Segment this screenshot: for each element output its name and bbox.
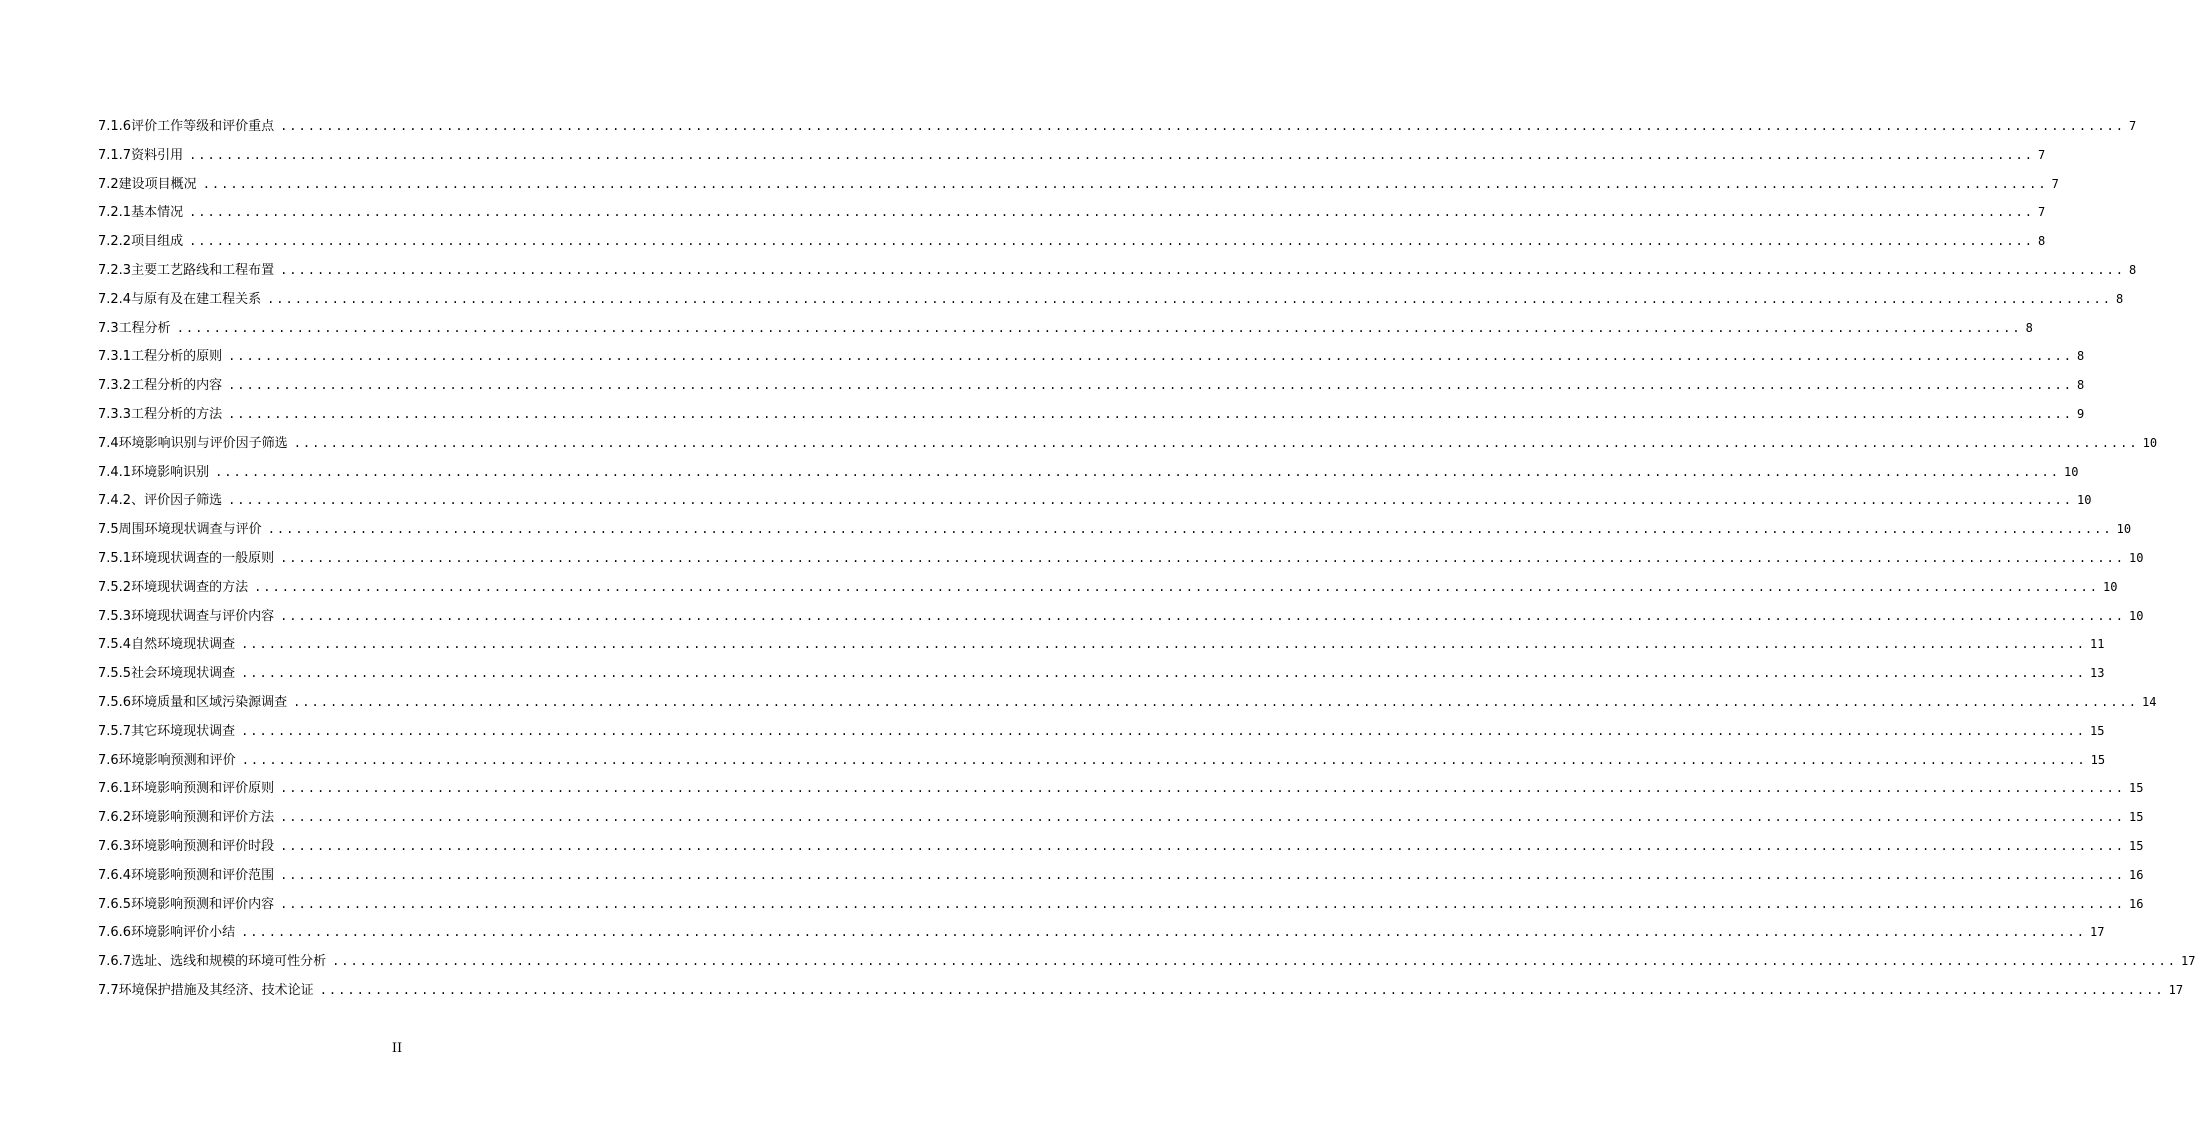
table-of-contents xyxy=(98,112,2195,1005)
toc-entry[interactable] xyxy=(98,429,2158,458)
toc-entry-title: 7.5周围环境现状调查与评价 xyxy=(98,522,262,538)
toc-entry-page: 8 xyxy=(2129,262,2137,277)
toc-entry[interactable] xyxy=(98,717,2105,746)
toc-entry-page: 7 xyxy=(2129,119,2137,133)
toc-dot-leader: ........................................................................................................................................................................................................ xyxy=(241,752,2087,767)
toc-entry[interactable] xyxy=(98,170,2059,199)
toc-entry[interactable] xyxy=(98,602,2144,631)
toc-dot-leader: ........................................................................................................................................................................................................ xyxy=(215,464,2060,479)
toc-dot-leader: ........................................................................................................................................................................................................ xyxy=(241,723,2086,738)
toc-dot-leader: ........................................................................................................................................................................................................ xyxy=(280,119,2125,133)
toc-dot-leader: ........................................................................................................................................................................................................ xyxy=(241,925,2086,940)
toc-entry-page: 15 xyxy=(2129,781,2144,796)
toc-entry-page: 10 xyxy=(2064,464,2079,479)
toc-entry[interactable] xyxy=(98,630,2105,659)
toc-dot-leader: ........................................................................................................................................................................................................ xyxy=(280,810,2125,825)
toc-entry-title: 7.5.2环境现状调查的方法 xyxy=(98,579,249,595)
toc-entry-page: 8 xyxy=(2038,234,2046,249)
toc-entry-page: 10 xyxy=(2129,550,2144,565)
toc-entry[interactable] xyxy=(98,285,2124,314)
toc-entry-title: 7.4.2、评价因子筛选 xyxy=(98,493,223,509)
toc-entry-title: 7.1.7资料引用 xyxy=(98,147,184,163)
page-number: II xyxy=(391,1041,403,1056)
toc-entry-title: 7.6.2环境影响预测和评价方法 xyxy=(98,810,275,826)
toc-entry-page: 10 xyxy=(2142,435,2158,450)
toc-dot-leader: ........................................................................................................................................................................................................ xyxy=(280,550,2125,565)
toc-dot-leader: ........................................................................................................................................................................................................ xyxy=(319,982,2165,997)
toc-entry-page: 7 xyxy=(2051,176,2059,191)
toc-dot-leader: ........................................................................................................................................................................................................ xyxy=(293,694,2138,709)
toc-entry[interactable] xyxy=(98,688,2157,717)
toc-entry[interactable] xyxy=(98,458,2079,487)
toc-entry-title: 7.2.1基本情况 xyxy=(98,205,184,221)
toc-entry-title: 7.4.1环境影响识别 xyxy=(98,464,210,480)
toc-entry-page: 9 xyxy=(2077,406,2085,421)
toc-entry-page: 13 xyxy=(2090,666,2105,681)
toc-entry-page: 16 xyxy=(2129,867,2144,882)
toc-entry-title: 7.3.1工程分析的原则 xyxy=(98,349,223,365)
toc-dot-leader: ........................................................................................................................................................................................................ xyxy=(280,262,2125,277)
toc-entry-title: 7.4环境影响识别与评价因子筛选 xyxy=(98,435,288,451)
toc-dot-leader: ........................................................................................................................................................................................................ xyxy=(176,320,2022,335)
toc-entry-title: 7.5.7其它环境现状调查 xyxy=(98,723,236,739)
toc-dot-leader: ........................................................................................................................................................................................................ xyxy=(267,291,2112,306)
toc-entry-title: 7.2.3主要工艺路线和工程布置 xyxy=(98,262,275,278)
toc-entry-title: 7.6.5环境影响预测和评价内容 xyxy=(98,896,275,912)
toc-dot-leader: ........................................................................................................................................................................................................ xyxy=(267,522,2113,537)
toc-entry[interactable] xyxy=(98,141,2046,170)
toc-dot-leader: ........................................................................................................................................................................................................ xyxy=(202,176,2048,191)
toc-entry-title: 7.5.3环境现状调查与评价内容 xyxy=(98,608,275,624)
toc-entry[interactable] xyxy=(98,486,2092,515)
toc-entry-page: 7 xyxy=(2038,205,2046,220)
toc-entry-title: 7.6.6环境影响评价小结 xyxy=(98,925,236,941)
toc-dot-leader: ........................................................................................................................................................................................................ xyxy=(254,579,2099,594)
toc-dot-leader: ........................................................................................................................................................................................................ xyxy=(241,666,2086,681)
toc-entry-title: 7.6.3环境影响预测和评价时段 xyxy=(98,838,275,854)
toc-entry-page: 17 xyxy=(2090,925,2105,940)
toc-entry[interactable] xyxy=(98,198,2046,227)
toc-entry-page: 10 xyxy=(2116,522,2132,537)
toc-entry[interactable] xyxy=(98,890,2144,919)
toc-entry[interactable] xyxy=(98,573,2118,602)
toc-dot-leader: ........................................................................................................................................................................................................ xyxy=(189,147,2034,162)
toc-dot-leader: ........................................................................................................................................................................................................ xyxy=(293,435,2139,450)
toc-entry[interactable] xyxy=(98,659,2105,688)
toc-entry[interactable] xyxy=(98,112,2137,141)
toc-dot-leader: ........................................................................................................................................................................................................ xyxy=(228,349,2073,364)
toc-entry[interactable] xyxy=(98,544,2144,573)
toc-dot-leader: ........................................................................................................................................................................................................ xyxy=(280,608,2125,623)
toc-entry-page: 14 xyxy=(2142,694,2157,709)
toc-entry[interactable] xyxy=(98,861,2144,890)
toc-entry-page: 8 xyxy=(2116,291,2124,306)
toc-entry-page: 17 xyxy=(2181,954,2195,969)
toc-entry-page: 8 xyxy=(2077,349,2085,364)
toc-entry-title: 7.6.4环境影响预测和评价范围 xyxy=(98,867,275,883)
toc-entry-page: 10 xyxy=(2077,493,2092,508)
toc-entry-page: 8 xyxy=(2025,320,2033,335)
toc-entry-page: 16 xyxy=(2129,896,2144,911)
toc-entry[interactable] xyxy=(98,746,2106,775)
toc-entry-page: 11 xyxy=(2090,637,2105,652)
toc-entry-title: 7.5.6环境质量和区域污染源调查 xyxy=(98,694,288,710)
toc-entry-title: 7.5.4自然环境现状调查 xyxy=(98,637,236,653)
toc-dot-leader: ........................................................................................................................................................................................................ xyxy=(280,781,2125,796)
toc-entry-title: 7.3工程分析 xyxy=(98,320,171,336)
toc-entry[interactable] xyxy=(98,227,2046,256)
toc-entry-title: 7.6.1环境影响预测和评价原则 xyxy=(98,781,275,797)
toc-dot-leader: ........................................................................................................................................................................................................ xyxy=(280,896,2125,911)
toc-entry-page: 15 xyxy=(2090,752,2106,767)
toc-entry[interactable] xyxy=(98,314,2033,343)
toc-entry-title: 7.2.2项目组成 xyxy=(98,234,184,250)
toc-entry-page: 15 xyxy=(2129,810,2144,825)
toc-entry[interactable] xyxy=(98,400,2085,429)
toc-entry-title: 7.5.1环境现状调查的一般原则 xyxy=(98,550,275,566)
toc-entry-title: 7.6.7选址、选线和规模的环境可性分析 xyxy=(98,954,327,970)
toc-entry-title: 7.3.3工程分析的方法 xyxy=(98,406,223,422)
toc-entry-title: 7.2.4与原有及在建工程关系 xyxy=(98,291,262,307)
toc-entry-page: 10 xyxy=(2129,608,2144,623)
toc-entry-title: 7.7环境保护措施及其经济、技术论证 xyxy=(98,982,314,998)
toc-dot-leader: ........................................................................................................................................................................................................ xyxy=(241,637,2086,652)
toc-dot-leader: ........................................................................................................................................................................................................ xyxy=(228,406,2073,421)
toc-dot-leader: ........................................................................................................................................................................................................ xyxy=(228,378,2073,393)
toc-dot-leader: ........................................................................................................................................................................................................ xyxy=(189,234,2034,249)
toc-entry[interactable] xyxy=(98,371,2085,400)
toc-entry-page: 10 xyxy=(2103,579,2118,594)
toc-entry[interactable] xyxy=(98,832,2144,861)
toc-entry[interactable] xyxy=(98,515,2132,544)
toc-entry[interactable] xyxy=(98,256,2137,285)
toc-entry-title: 7.2建设项目概况 xyxy=(98,176,197,192)
toc-entry[interactable] xyxy=(98,976,2184,1005)
toc-dot-leader: ........................................................................................................................................................................................................ xyxy=(228,493,2073,508)
toc-dot-leader: ........................................................................................................................................................................................................ xyxy=(332,954,2177,969)
toc-entry-title: 7.3.2工程分析的内容 xyxy=(98,378,223,394)
toc-entry-page: 8 xyxy=(2077,378,2085,393)
toc-dot-leader: ........................................................................................................................................................................................................ xyxy=(280,867,2125,882)
toc-entry[interactable] xyxy=(98,774,2144,803)
toc-entry[interactable] xyxy=(98,947,2195,976)
toc-entry[interactable] xyxy=(98,803,2144,832)
toc-entry-title: 7.5.5社会环境现状调查 xyxy=(98,666,236,682)
toc-entry-page: 7 xyxy=(2038,147,2046,162)
toc-entry-page: 15 xyxy=(2090,723,2105,738)
toc-dot-leader: ........................................................................................................................................................................................................ xyxy=(189,205,2034,220)
toc-entry[interactable] xyxy=(98,342,2085,371)
toc-entry-page: 15 xyxy=(2129,838,2144,853)
toc-entry-title: 7.1.6评价工作等级和评价重点 xyxy=(98,119,275,134)
toc-dot-leader: ........................................................................................................................................................................................................ xyxy=(280,838,2125,853)
toc-entry-title: 7.6环境影响预测和评价 xyxy=(98,752,236,768)
toc-entry-page: 17 xyxy=(2168,982,2184,997)
toc-entry[interactable] xyxy=(98,918,2105,947)
